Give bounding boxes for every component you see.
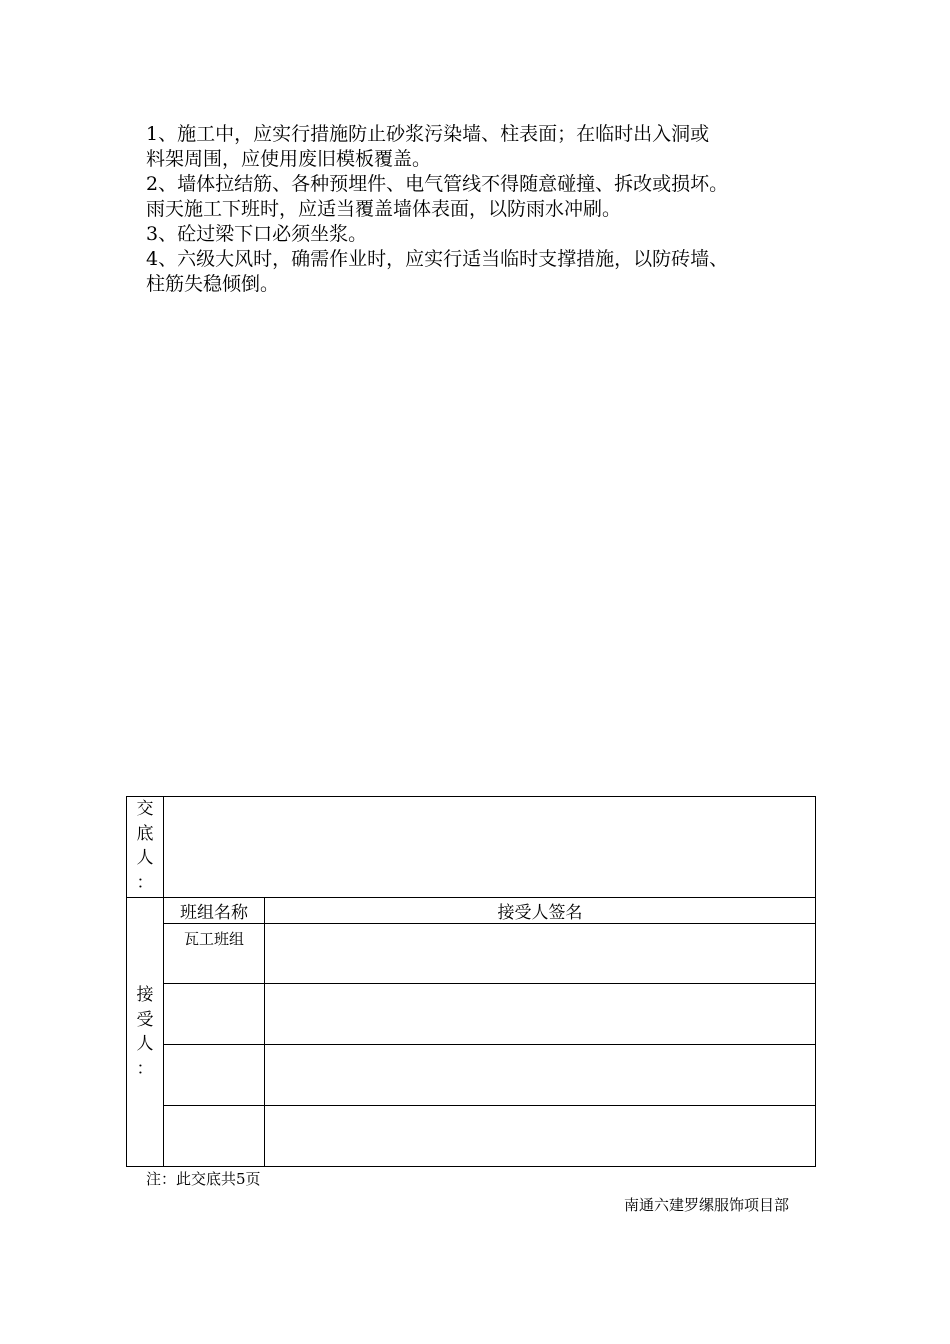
discloser-signature-field[interactable]: [164, 797, 816, 898]
team-name-cell: 瓦工班组: [164, 924, 265, 984]
team-name-header: 班组名称: [164, 898, 265, 924]
body-line-1: 1、施工中，应实行措施防止砂浆污染墙、柱表面；在临时出入洞或: [146, 123, 710, 145]
page-count-note: 注：此交底共5页: [146, 1170, 261, 1188]
body-line-2: 料架周围，应使用废旧模板覆盖。: [146, 148, 432, 170]
body-line-6: 4、六级大风时，确需作业时，应实行适当临时支撑措施，以防砖墙、: [146, 248, 729, 270]
body-text: [146, 122, 836, 297]
department-name: 南通六建罗缧服饰项目部: [624, 1196, 790, 1214]
team-name-cell: [164, 1045, 265, 1106]
team-name-cell: [164, 1106, 265, 1167]
discloser-label: 交 底 人 ：: [127, 797, 164, 898]
signature-cell[interactable]: [265, 984, 816, 1045]
signature-cell[interactable]: [265, 1045, 816, 1106]
body-line-7: 柱筋失稳倾倒。: [146, 273, 280, 295]
receiver-label: 接 受 人 ：: [127, 898, 164, 1167]
signature-cell[interactable]: [265, 1106, 816, 1167]
signature-table: [126, 796, 816, 1167]
signature-header: 接受人签名: [265, 898, 816, 924]
body-line-5: 3、砼过梁下口必须坐浆。: [146, 223, 368, 245]
body-line-4: 雨天施工下班时，应适当覆盖墙体表面，以防雨水冲刷。: [146, 198, 622, 220]
team-name-cell: [164, 984, 265, 1045]
body-line-3: 2、墙体拉结筋、各种预埋件、电气管线不得随意碰撞、拆改或损坏。: [146, 173, 729, 195]
signature-cell[interactable]: [265, 924, 816, 984]
